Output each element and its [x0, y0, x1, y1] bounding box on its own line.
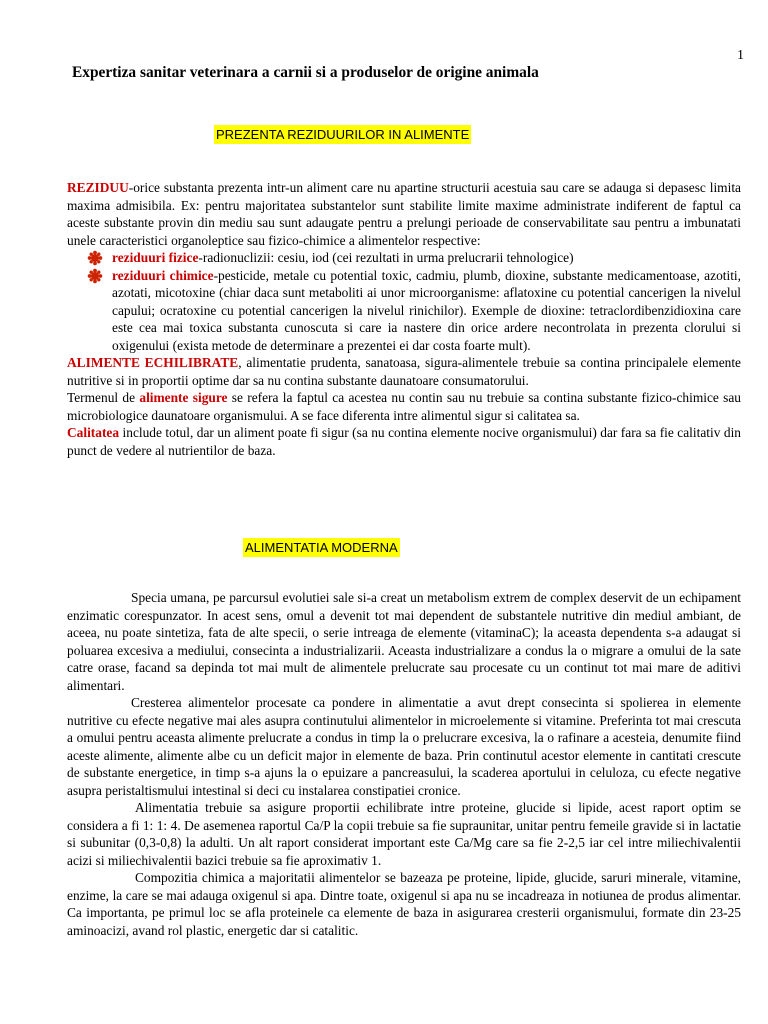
- list-item: [67, 249, 741, 267]
- flower-bullet-icon: [87, 250, 103, 266]
- term-calitatea: Calitatea: [67, 425, 120, 440]
- paragraph-alimente-echilibrate: [67, 354, 741, 389]
- section-modern-diet-body: [67, 589, 741, 939]
- paragraph: Compozitia chimica a majoritatii alimentelor se bazeaza pe proteine, lipide, glucide, saruri minerale, vitamine, enzime, la care se mai adauga oxigenul si apa. Dintre toate, oxigenul si apa nu se incadreaza in notiunea de produs alimentar. Ca importanta, pe primul loc se afla proteinele ca elemente de baza in asigurarea cresterii organismului, formate din 23-25 aminoacizi, avand rol plastic, energetic dar si catalitic.: [67, 870, 741, 938]
- section-heading-modern-diet: ALIMENTATIA MODERNA: [245, 540, 398, 555]
- list-item: [67, 267, 741, 355]
- paragraph-calitatea: [67, 424, 741, 459]
- paragraph-text: Termenul de: [67, 390, 140, 405]
- paragraph-text: , alimentatie prudenta, sanatoasa, sigura-alimentele trebuie sa contina principalele elemente nutritive si in proportii optime dar sa nu contina substante daunatoare consumatorului.: [67, 355, 741, 388]
- term-reziduuri-fizice: reziduuri fizice: [112, 250, 199, 265]
- document-title: Expertiza sanitar veterinara a carnii si a produselor de origine animala: [72, 64, 539, 81]
- term-reziduuri-chimice: reziduuri chimice: [112, 267, 214, 283]
- term-reziduu: REZIDUU: [67, 180, 129, 195]
- page-number: 1: [737, 48, 744, 63]
- paragraph: Alimentatia trebuie sa asigure proportii echilibrate intre proteine, glucide si lipide, acest raport optim se considera a fi 1: 1: 4. De asemenea raportul Ca/P la copii trebuie sa fie supraunitar, unitar pentru femeile gravide si in lactatie si subunitar (0,3-0,8) la adulti. Un alt raport considerat important este Ca/Mg care sa fie 2-2,5 iar cel intre miliechivalentii acizi si miliechivalentii bazici trebuie sa fie aproximativ 1.: [67, 800, 741, 868]
- paragraph-text: se refera la faptul ca acestea nu contin sau nu trebuie sa contina substante fizico-chimice sau microbiologice daunatoare organismului. A se face diferenta intre alimentul sigur si calitatea sa.: [67, 390, 741, 423]
- paragraph: Cresterea alimentelor procesate ca pondere in alimentatie a avut drept consecinta si spolierea in elemente nutritive cu efecte negative mai ales asupra continutului alimentelor in microelemente si vitamine. Preferinta tot mai crescuta a omului pentru aceasta alimente prelucrate a condus in timp la o prelucrare excesiva, la o rafinare a acesteia, denumite fiind aceste alimente, alimente albe cu un deficit major in elemente de baza. Prin continutul acestor elemente in cantitati crescute de substante energetice, in timp s-a ajuns la o epuizare a pancreasului, la scaderea aportului in celuloza, cu efecte negative asupra peristaltismului intestinal si deci cu instalarea constipatiei cronice.: [67, 695, 741, 798]
- term-alimente-sigure: alimente sigure: [139, 390, 228, 405]
- list-item-text: -radionuclizii: cesiu, iod (cei rezultati in urma prelucrarii tehnologice): [198, 250, 574, 265]
- paragraph-alimente-sigure: [67, 389, 741, 424]
- paragraph: Specia umana, pe parcursul evolutiei sale si-a creat un metabolism extrem de complex deservit de un echipament enzimatic corespunzator. In acest sens, omul a devenit tot mai dependent de substantele nutritive din mediul ambiant, de aceea, nu poate sintetiza, fata de alte specii, o serie intreaga de elemente (vitaminaC); la aceasta dependenta s-a adaugat si poluarea excesiva a mediului, consecinta a industrializarii. Aceasta industrializare a condus la o migrare a omului de la sate catre orase, facand sa depinda tot mai mult de alimentele prelucrate sau procesate cu un continut tot mai mare de aditivi alimentari.: [67, 590, 741, 693]
- paragraph-reziduu: [67, 179, 741, 249]
- paragraph-text: include totul, dar un aliment poate fi sigur (sa nu contina elemente nocive organismului) dar fara sa fie calitativ din punct de vedere al nutrientilor de baza.: [67, 425, 741, 458]
- flower-bullet-icon: [87, 268, 103, 284]
- paragraph-text: -orice substanta prezenta intr-un aliment care nu apartine structurii acestuia sau care se adauga si depasesc limita maxima admisibila. Ex: pentru majoritatea substantelor sunt stabilite limite maxime administrate indiferent de faptul ca aceste substante provin din mediu sau sunt adaugate pentru a prelungi perioade de conservabilitate sau pentru a imbunatati unele caracteristici organoleptice sau fizico-chimice a alimentelor respective:: [67, 180, 741, 248]
- section-residues-body: [67, 179, 741, 459]
- list-item-text: -pesticide, metale cu potential toxic, cadmiu, plumb, dioxine, substante medicamentoase, azotiti, azotati, micotoxine (chiar daca sunt metaboliti ai unor microorganisme: aflatoxine cu potential cancerigen la nivelul capului; ocratoxine cu potential cancerigen la nivelul rinichilor). Exemple de dioxine: tetraclordibenzidioxina care este cea mai toxica substanta cunoscuta si care ia nastere din orice ardere necontrolata in prezenta clorului si oxigenului (exista metode de determinare a prezentei ei dar costa foarte mult).: [112, 267, 741, 353]
- section-heading-residues: PREZENTA REZIDUURILOR IN ALIMENTE: [216, 127, 470, 142]
- term-alimente-echilibrate: ALIMENTE ECHILIBRATE: [67, 355, 239, 370]
